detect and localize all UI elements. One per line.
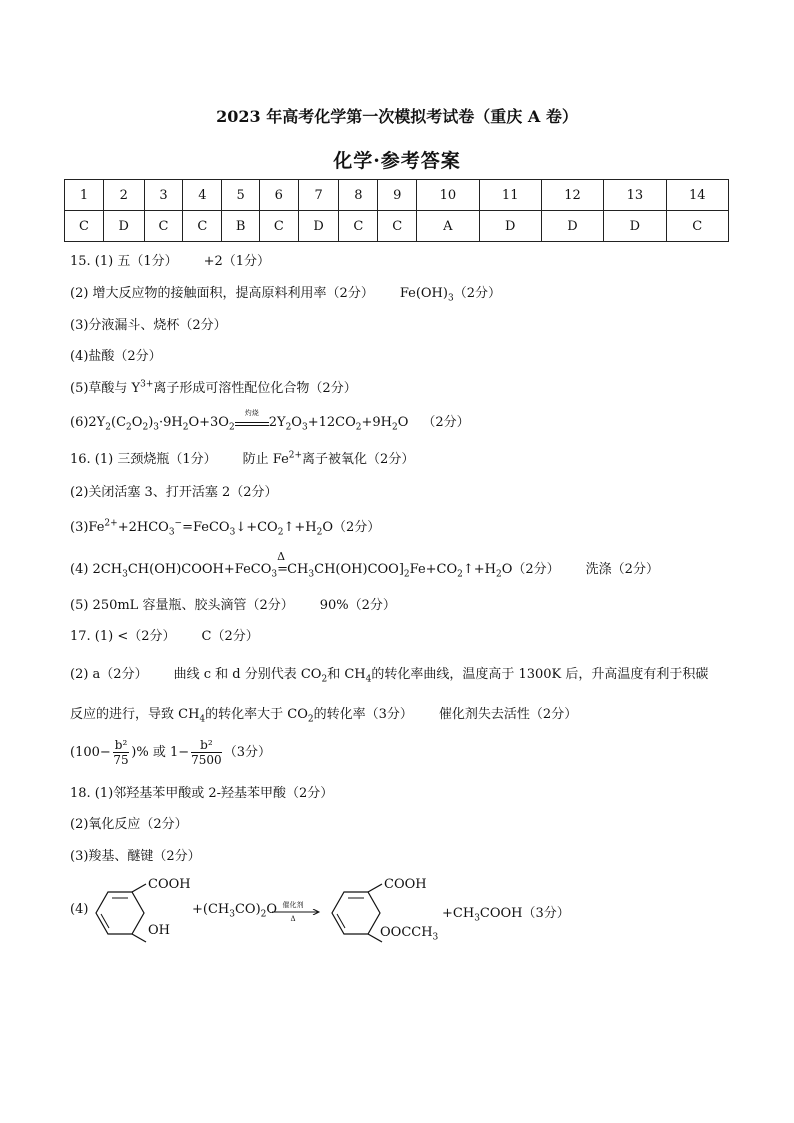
q16-line-2: (2)关闭活塞 3、打开活塞 2（2分） xyxy=(70,485,278,500)
question-number-cell: 4 xyxy=(183,180,222,211)
fraction-2-num: b² xyxy=(191,738,222,753)
q18-4-oh: OH xyxy=(148,923,170,938)
q16-4-sub: 3 xyxy=(271,569,278,580)
q17-2-b1: 曲线 c 和 d 分别代表 CO xyxy=(173,667,322,682)
q16-3-sub: 2 xyxy=(277,527,284,538)
answer-cell: C xyxy=(259,211,298,242)
q15-1-answer-b: +2（1分） xyxy=(203,254,271,269)
byproduct-post: COOH（3分） xyxy=(479,906,570,921)
q15-6-eq3: ) xyxy=(148,415,154,430)
q16-4-sub: 2 xyxy=(496,569,502,580)
q15-6-sub: 2 xyxy=(182,422,189,433)
q16-4-b: CH(OH)COOH+FeCO xyxy=(127,562,272,577)
q16-5-a: (5) 250mL 容量瓶、胶头滴管（2分） xyxy=(70,598,294,613)
question-number-cell: 1 xyxy=(65,180,104,211)
answer-cell: D xyxy=(298,211,339,242)
q15-6-sub: 2 xyxy=(285,422,292,433)
q16-1-post: 离子被氧化（2分） xyxy=(302,452,415,467)
q17-line-2 xyxy=(70,663,708,685)
q16-4-a: (4) 2CH xyxy=(70,562,123,577)
q16-4-sub: 3 xyxy=(122,569,128,580)
q17-2-a: (2) a（2分） xyxy=(70,667,148,682)
q15-6-sub: 2 xyxy=(126,422,132,433)
q17-2-sub: 4 xyxy=(365,674,372,685)
reaction-arrow xyxy=(272,900,322,924)
q15-6-eq10: O xyxy=(397,415,409,430)
q17-3-1: 反应的进行，导致 CH xyxy=(70,707,200,722)
answer-cell: C xyxy=(666,211,728,242)
answer-cell: D xyxy=(479,211,541,242)
question-number-cell: 13 xyxy=(604,180,666,211)
page-subtitle: 化学·参考答案 xyxy=(333,150,461,172)
q16-line-3 xyxy=(70,516,380,538)
q15-6-eq2: O xyxy=(131,415,143,430)
fraction-1-den: 75 xyxy=(113,753,129,767)
q17-2-b2: 和 CH xyxy=(327,667,366,682)
q18-4-label: (4) xyxy=(70,902,89,917)
reagent-sub: 2 xyxy=(260,909,267,920)
q16-1-answer: 16. (1) 三颈烧瓶（1分） xyxy=(70,452,217,467)
q17-1-a: 17. (1) <（2分） xyxy=(70,629,176,644)
q15-6-eq9: +9H xyxy=(361,415,392,430)
q17-3-2: 的转化率大于 CO xyxy=(205,707,308,722)
q15-6-sub: 3 xyxy=(153,422,159,433)
q15-line-3: (3)分液漏斗、烧杯（2分） xyxy=(70,318,227,333)
answer-cell: C xyxy=(339,211,378,242)
question-number-cell: 12 xyxy=(541,180,603,211)
q16-3-sub: 2 xyxy=(316,527,323,538)
q16-4-h: 洗涤（2分） xyxy=(585,562,659,577)
question-number-cell: 11 xyxy=(479,180,541,211)
q16-4-e: Fe+CO xyxy=(409,562,458,577)
answer-cell: B xyxy=(222,211,260,242)
q16-3-c: =FeCO xyxy=(182,520,230,535)
answer-table xyxy=(64,179,729,242)
q18-4-cooh-1: COOH xyxy=(148,877,191,892)
q15-line-1 xyxy=(70,250,270,269)
page-title: 2023 年高考化学第一次模拟考试卷（重庆 A 卷） xyxy=(216,107,578,126)
q17-line-1 xyxy=(70,625,259,644)
q16-3-b: +2HCO xyxy=(117,520,169,535)
q15-6-sub: 2 xyxy=(355,422,362,433)
q17-3-sub: 4 xyxy=(199,714,206,725)
reagent-sub: 3 xyxy=(229,909,235,920)
q15-6-eq4: ·9H xyxy=(159,415,183,430)
reaction-equals-sign xyxy=(235,408,269,429)
q15-line-5 xyxy=(70,377,357,396)
q15-5-sup: 3+ xyxy=(140,379,154,390)
fraction-2-den: 7500 xyxy=(191,753,222,767)
reagent-pre: +(CH xyxy=(192,902,230,917)
q18-line-1: 18. (1)邻羟基苯甲酸或 2-羟基苯甲酸（2分） xyxy=(70,786,334,801)
q16-3-f: O（2分） xyxy=(322,520,381,535)
q15-6-sub: 2 xyxy=(392,422,398,433)
acetoxy-group: OOCCH xyxy=(380,925,433,940)
q16-line-4 xyxy=(70,550,659,580)
question-number-cell: 7 xyxy=(298,180,339,211)
q17-3-3: 的转化率（3分） xyxy=(313,707,413,722)
q16-1-pre: 防止 Fe xyxy=(242,452,289,467)
question-number-cell: 10 xyxy=(417,180,479,211)
q15-6-sub: 2 xyxy=(228,422,235,433)
question-number-cell: 9 xyxy=(378,180,417,211)
q18-4-reagent xyxy=(192,902,277,920)
q16-4-sub: 2 xyxy=(403,569,410,580)
q15-6-eq6: 2Y xyxy=(268,415,286,430)
q16-4-c: CH xyxy=(287,562,309,577)
q15-6-sub: 3 xyxy=(301,422,308,433)
q16-3-e: ↑+H xyxy=(283,520,317,535)
q18-4-acetoxy xyxy=(380,925,438,943)
q15-6-eq7: O xyxy=(291,415,302,430)
q15-6-eq5: O+3O xyxy=(188,415,229,430)
q16-3-sub: 3 xyxy=(168,527,175,538)
q15-1-answer: 15. (1) 五（1分） xyxy=(70,254,178,269)
q17-2-sub: 2 xyxy=(321,674,328,685)
question-number-cell: 14 xyxy=(666,180,728,211)
answer-cell: D xyxy=(604,211,666,242)
reaction-arrow-catalyst: 催化剂 xyxy=(282,901,304,909)
q16-3-sub: 3 xyxy=(229,527,236,538)
q18-4-byproduct xyxy=(442,902,570,924)
byproduct-pre: +CH xyxy=(442,906,475,921)
q15-line-6 xyxy=(70,408,470,433)
q16-4-f: ↑+H xyxy=(462,562,496,577)
q16-1-sup: 2+ xyxy=(288,450,303,461)
q16-5-b: 90%（2分） xyxy=(319,598,396,613)
reaction-arrow-heat: Δ xyxy=(290,915,296,923)
q16-3-sup: 2+ xyxy=(104,518,118,529)
heat-equals-sign: Δ = xyxy=(277,550,289,577)
q18-line-2: (2)氧化反应（2分） xyxy=(70,817,188,832)
q16-3-a: (3)Fe xyxy=(70,520,105,535)
answer-cell: C xyxy=(65,211,104,242)
q16-4-g: O（2分） xyxy=(501,562,560,577)
q15-2-formula: Fe(OH) xyxy=(399,286,448,301)
q16-4-sub: 2 xyxy=(457,569,463,580)
q16-4-d: CH(OH)COO] xyxy=(314,562,404,577)
q15-line-2 xyxy=(70,282,501,304)
q15-6-sub: 2 xyxy=(105,422,112,433)
q17-4-mid: )% 或 1− xyxy=(131,745,190,760)
q15-line-4: (4)盐酸（2分） xyxy=(70,349,162,364)
answer-table-number-row xyxy=(65,180,729,211)
q17-3-4: 催化剂失去活性（2分） xyxy=(438,707,578,722)
q17-4-open: (100− xyxy=(70,745,111,760)
question-number-cell: 6 xyxy=(259,180,298,211)
q15-6-eq1: (C xyxy=(111,415,127,430)
q18-line-3: (3)羧基、醚键（2分） xyxy=(70,849,201,864)
question-number-cell: 2 xyxy=(103,180,144,211)
q15-6-sub: 2 xyxy=(142,422,149,433)
fraction-2 xyxy=(191,738,222,767)
q15-2-sub: 3 xyxy=(447,293,454,304)
q17-3-sub: 2 xyxy=(307,714,314,725)
reagent-mid: CO) xyxy=(234,902,261,917)
q17-1-b: C（2分） xyxy=(201,629,259,644)
question-number-cell: 5 xyxy=(222,180,260,211)
q17-2-b3: 的转化率曲线，温度高于 1300K 后，升高温度有利于积碳 xyxy=(371,667,709,682)
acetoxy-sub: 3 xyxy=(432,932,439,943)
q15-6-score: （2分） xyxy=(422,415,470,430)
q18-4-cooh-2: COOH xyxy=(384,877,427,892)
byproduct-sub: 3 xyxy=(474,913,480,924)
q15-6-eq8: +12CO xyxy=(307,415,356,430)
q17-4-score: （3分） xyxy=(223,745,271,760)
q15-5-post: 离子形成可溶性配位化合物（2分） xyxy=(153,381,357,396)
q17-line-4 xyxy=(70,738,271,767)
q16-line-1 xyxy=(70,448,414,467)
answer-cell: A xyxy=(417,211,479,242)
q17-line-3 xyxy=(70,703,577,725)
answer-table-answer-row xyxy=(65,211,729,242)
question-number-cell: 8 xyxy=(339,180,378,211)
q16-4-sub: 3 xyxy=(308,569,315,580)
answer-cell: C xyxy=(183,211,222,242)
reagent-post: O xyxy=(266,902,278,917)
fraction-1-num: b² xyxy=(114,738,128,752)
answer-cell: D xyxy=(103,211,144,242)
q16-3-sup: − xyxy=(174,518,183,529)
q15-2-score: （2分） xyxy=(453,286,501,301)
fraction-1 xyxy=(113,738,130,767)
question-number-cell: 3 xyxy=(144,180,183,211)
answer-cell: D xyxy=(541,211,603,242)
q16-line-5 xyxy=(70,594,396,613)
q15-6-pre: (6)2Y xyxy=(70,415,106,430)
heat-symbol: Δ xyxy=(277,550,286,563)
q15-5-pre: (5)草酸与 Y xyxy=(70,381,141,396)
answer-cell: C xyxy=(378,211,417,242)
reaction-condition: 灼烧 xyxy=(244,408,259,417)
q16-3-d: ↓+CO xyxy=(235,520,278,535)
answer-cell: C xyxy=(144,211,183,242)
q15-2-answer: (2) 增大反应物的接触面积，提高原料利用率（2分） xyxy=(70,286,374,301)
